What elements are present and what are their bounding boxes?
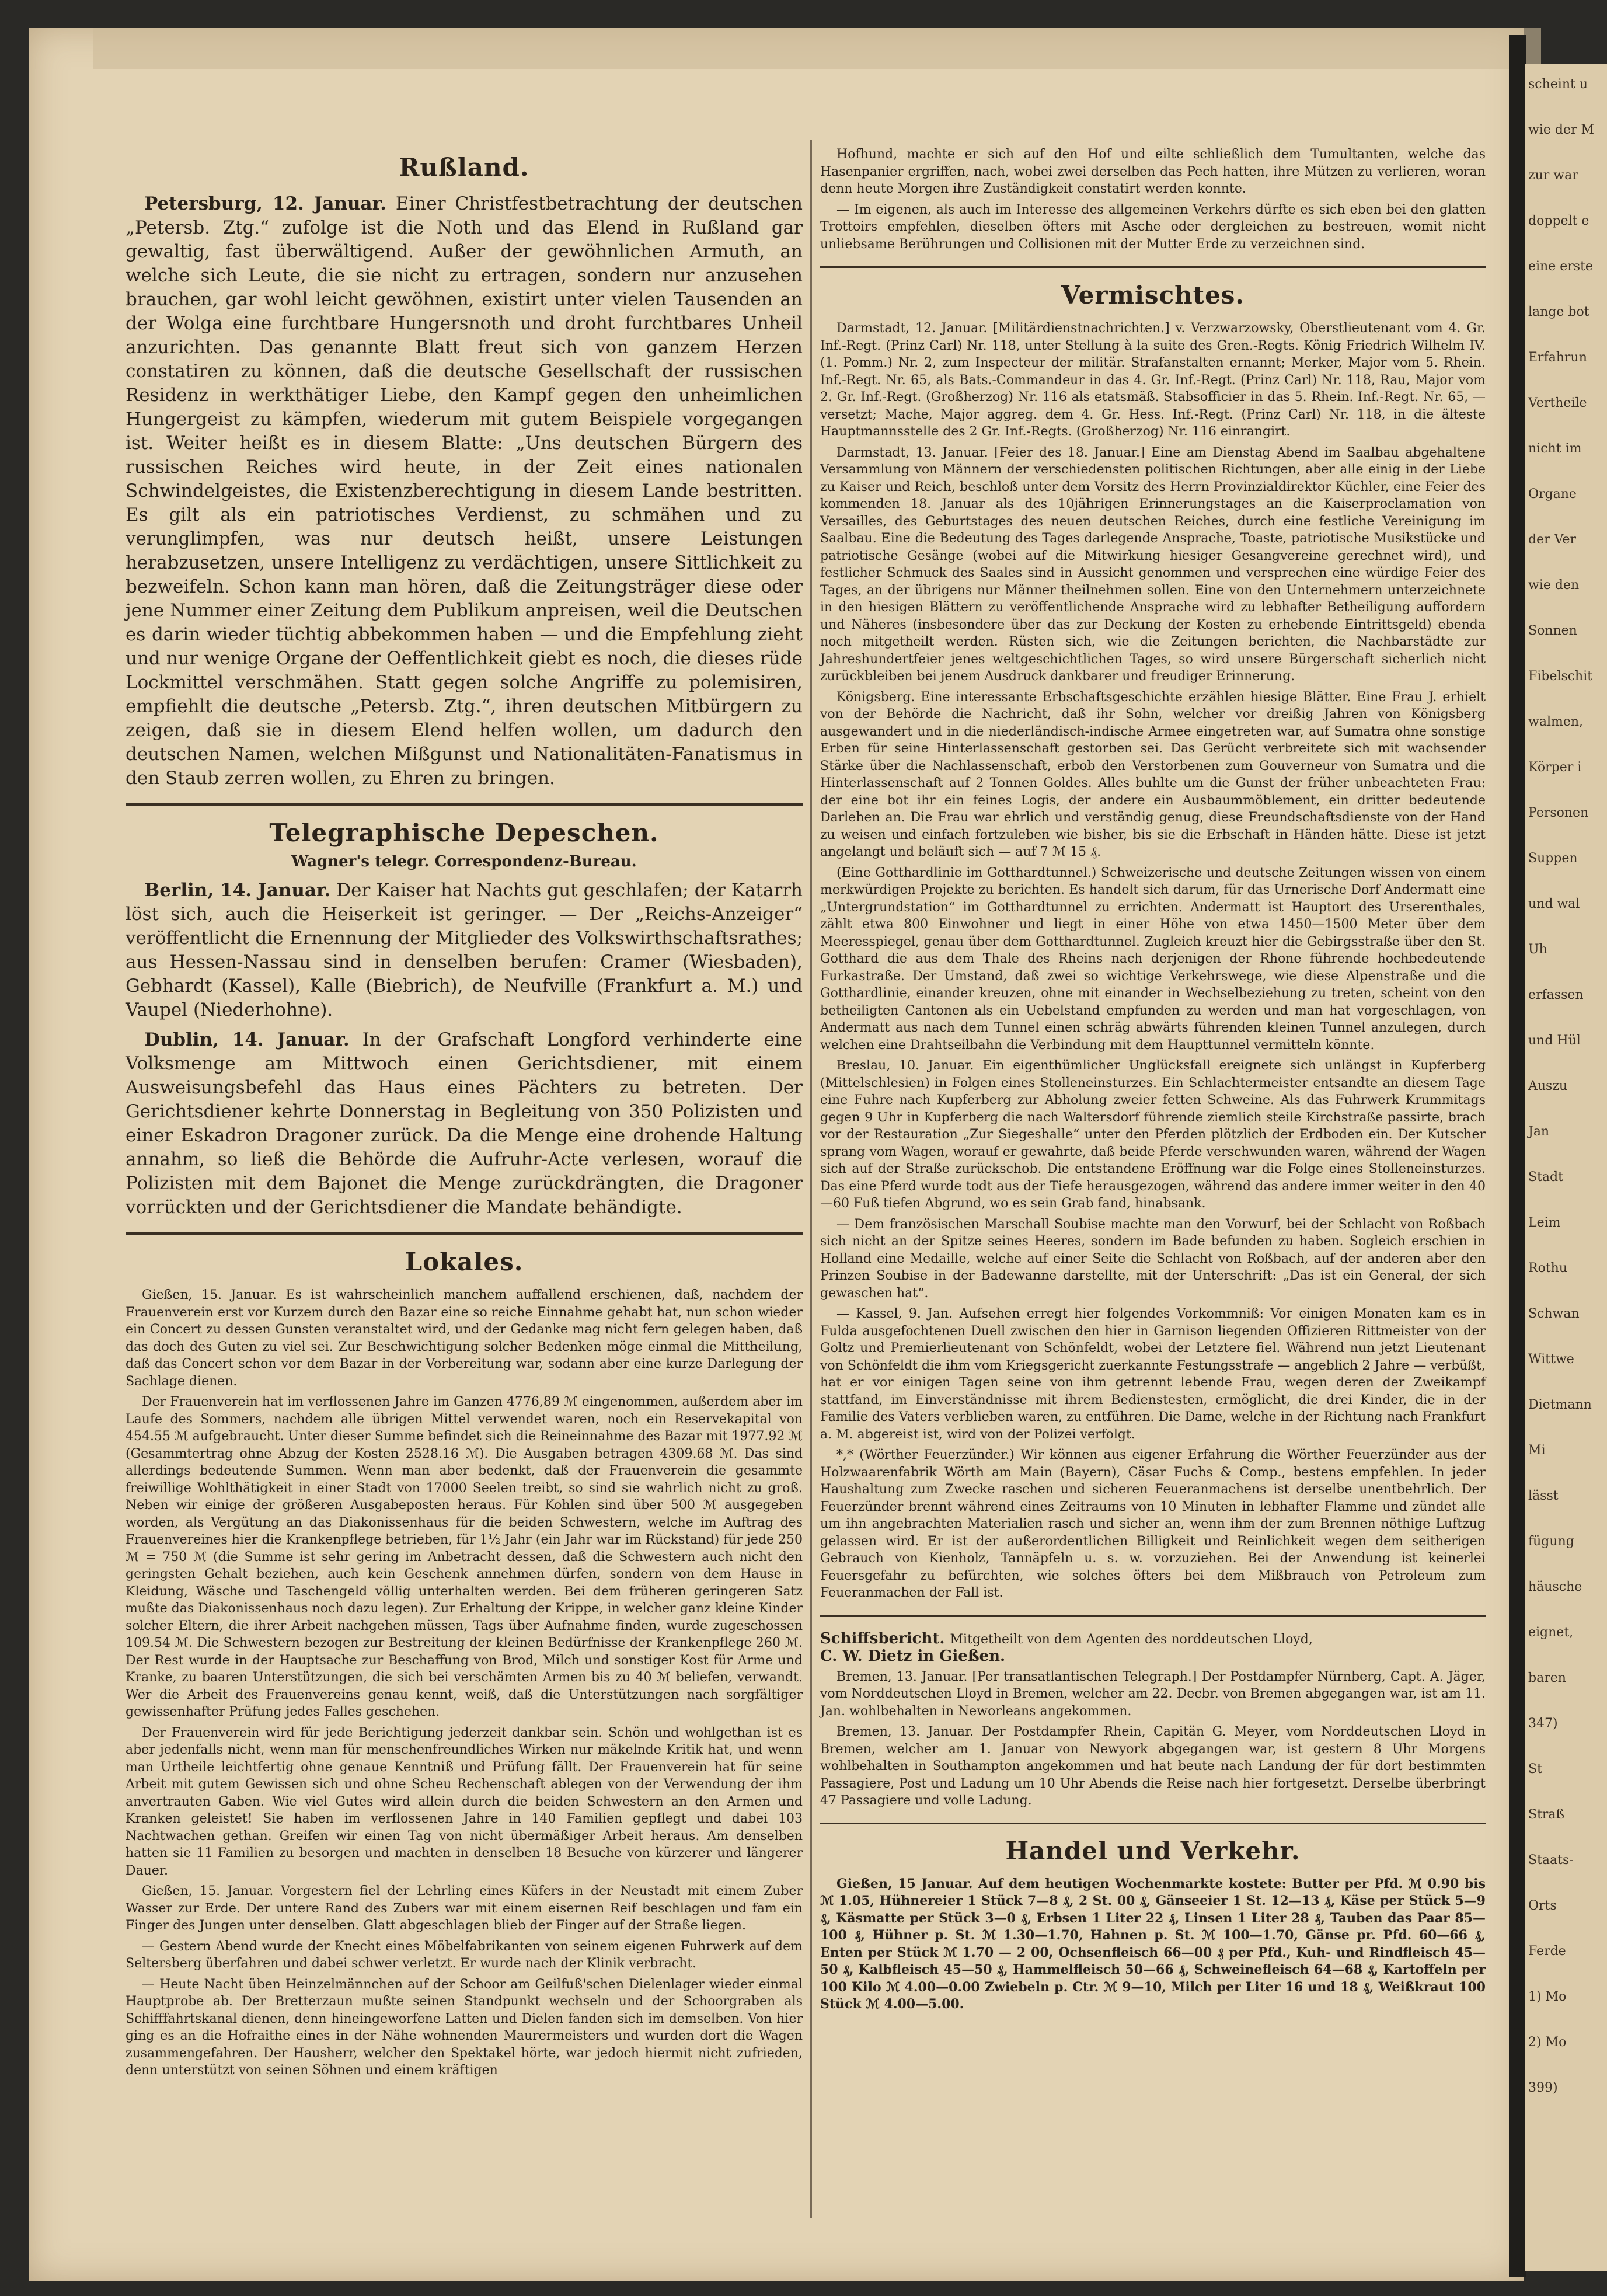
adjacent-page-line: walmen,	[1528, 715, 1584, 729]
adjacent-page-line: eine erste	[1528, 259, 1593, 274]
local-paragraph: Der Frauenverein hat im verflossenen Jahre im Ganzen 4776,89 ℳ eingenommen, außerdem aber im Laufe des Sommers, nachdem alle übrigen Mittel verwendet waren, noch ein Reservekapital von 454.55 ℳ aufgebraucht. Unter dieser Summe befindet sich die Reineinnahme des Bazar mit 1977.92 ℳ (Gesammtertrag ohne Abzug der Kosten 2528.16 ℳ). Die Ausgaben betragen 4309.68 ℳ. Das sind allerdings bedeutende Summen. Wenn man aber bedenkt, daß der Frauenverein die gesammte freiwillige Wohlthätigkeit in einer Stadt von 17000 Seelen treibt, so sind sie wahrlich nicht zu groß. Neben wir einige der größeren Ausgabeposten heraus. Für Kohlen sind über 500 ℳ ausgegeben worden, als Vergütung an das Diakonissenhaus für die beiden Schwestern, welche im Auftrag des Frauenvereines hier die Krankenpflege betrieben, für 1½ Jahr (ein Jahr war im Rückstand) für jede 250 ℳ = 750 ℳ (die Summe ist sehr gering im Anbetracht dessen, daß die Schwestern auch nicht den geringsten Gehalt beziehen, auch kein Geschenk annehmen dürfen, sondern von dem Hause in Kleidung, Wäsche und Taschengeld völlig unterhalten werden. Bei dem früheren geringeren Satz mußte das Diakonissenhaus noch dazu legen). Zur Erhaltung der Krippe, in welcher ganz kleine Kinder solcher Eltern, die ihrer Arbeit nachgehen müssen, Tags über Aufnahme finden, wurde zugeschossen 109.54 ℳ. Die Schwestern bezogen zur Bestreitung der kleinen Bedürfnisse der Krankenpflege 260 ℳ. Der Rest wurde in der Hauptsache zur Beschaffung von Brod, Milch und sonstiger Kost für Arme und Kranke, zu baaren Unterstützungen, die sich bei verschämten Armen bis zu 40 ℳ beliefen, verwandt. Wer die Arbeit des Frauenvereins genau kennt, weiß, daß die Unterstützungen nach sorgfältiger gewissenhafter Prüfung jedes Falles geschehen.	[126, 1395, 803, 1719]
article-text: Einer Christfestbetrachtung der deutschen „Petersb. Ztg.“ zufolge ist die Noth und das Elend in Rußland gar gewaltig, fast überwältigend. Außer der gewöhnlichen Armuth, an welche sich Leute, die sie nicht zu ertragen, sondern nur anzusehen brauchen, gar wohl leicht gewöhnen, existirt unter vielen Tausenden an der Wolga eine furchtbare Hungersnoth und droht furchtbares Unheil anzurichten. Das genannte Blatt freut sich von ganzem Herzen constatiren zu können, daß die deutsche Gesellschaft der russischen Residenz in werkthätiger Liebe, den Kampf gegen den unheimlichen Hungergeist zu kämpfen, wiederum mit gutem Beispiele vorgegangen ist. Weiter heißt es in diesem Blatte: „Uns deutschen Bürgern des russischen Reiches wird heute, in der Zeit eines nationalen Schwindelgeistes, die Existenzberechtigung in diesem Lande bestritten. Es gilt als ein patriotisches Verdienst, zu schmähen und zu verunglimpfen, was nur deutsch heißt, unsere Leistungen herabzusetzen, unsere Intelligenz zu verdächtigen, unsere Sittlichkeit zu bezweifeln. Schon kann man hören, daß die Zeitungsträger diese oder jene Nummer einer Zeitung dem Publikum anpreisen, weil die Deutschen es darin wieder tüchtig abbekommen haben — und die Empfehlung zieht und nur wenige Organe der Oeffentlichkeit giebt es noch, die dieses rüde Lockmittel verschmähen. Statt gegen solche Angriffe zu polemisiren, empfiehlt die deutsche „Petersb. Ztg.“, ihren deutschen Mitbürgern zu zeigen, daß sie in diesem Elend helfen wollen, um dadurch den deutschen Namen, welchen Mißgunst und Nationalitäten-Fanatismus in den Staub zerren wollen, zu Ehren zu bringen.	[126, 193, 803, 789]
adjacent-page-line: Suppen	[1528, 851, 1578, 866]
adjacent-page-line: Fibelschit	[1528, 669, 1593, 684]
adjacent-page-line: Sonnen	[1528, 623, 1577, 638]
adjacent-page-line: 399)	[1528, 2081, 1558, 2095]
adjacent-page-line: lange bot	[1528, 305, 1589, 319]
misc-paragraph: Breslau, 10. Januar. Ein eigenthümlicher Unglücksfall ereignete sich unlängst in Kupferberg (Mittelschlesien) in Folgen eines Stolleneinsturzes. Ein Schlachtermeister entsandte an diesem Tage eine Fuhre nach Kupferberg zur Abholung zweier fetten Schweine. Als das Fuhrwerk Krummitags gegen 9 Uhr in Kupferberg die nach Waltersdorf führende ziemlich steile Kirchstraße passirte, brach vor der Restauration „Zur Siegeshalle“ unter den Pferden plötzlich der Erdboden ein. Der Kutscher sprang vom Wagen, worauf er gewahrte, daß beide Pferde verschwunden waren, während der Wagen sich auf der Straße zurückschob. Die entstandene Eröffnung war die Folge eines Stolleneinsturzes. Das eine Pferd wurde todt aus der Tiefe herausgezogen, während das andere immer weiter in den 40—60 Fuß tiefen Abgrund, wo es sein Grab fand, hinabsank.	[820, 1058, 1486, 1211]
adjacent-page-line: eignet,	[1528, 1625, 1574, 1640]
adjacent-page-line: der Ver	[1528, 532, 1577, 547]
adjacent-page-line: scheint u	[1528, 77, 1588, 92]
shipping-header	[820, 1630, 1486, 1665]
adjacent-page-line: Orts	[1528, 1898, 1557, 1913]
adjacent-page-line: fügung	[1528, 1534, 1574, 1549]
adjacent-page-line: St	[1528, 1762, 1542, 1776]
book-gutter	[1509, 35, 1526, 2277]
adjacent-page-line: Jan	[1528, 1124, 1550, 1139]
adjacent-page-line: Wittwe	[1528, 1352, 1574, 1367]
page-top-edge	[93, 28, 1541, 69]
misc-paragraph: (Eine Gotthardlinie im Gotthardtunnel.) Schweizerische und deutsche Zeitungen wissen von einem merkwürdigen Projekte zu berichten. Es handelt sich darum, für das Urnerische Dorf Andermatt eine „Untergrundstation“ im Gotthardtunnel zu errichten. Andermatt ist Hauptort des Urserenthales, zählt etwa 800 Einwohner und liegt in einer Höhe von etwa 1450—1500 Meter über dem Meeresspiegel, genau über dem Gotthardtunnel. Zugleich kreuzt hier die Gebirgsstraße über den St. Gotthard die aus dem Thale des Rheins nach derjenigen der Rhone führende hochbedeutende Furkastraße. Der Umstand, daß zwei so wichtige Verkehrswege, wie diese Alpenstraße und die Gotthardlinie, einander kreuzen, ohne mit einander in Wechselbeziehung zu treten, scheint von den betheiligten Cantonen als ein Uebelstand empfunden zu werden und man hat vorgeschlagen, von Andermatt aus nach dem Tunnel einen schräg abwärts führenden kleinen Tunnel anzulegen, durch welchen eine Drahtseilbahn die Verbindung mit dem Haupttunnel vermitteln könnte.	[820, 865, 1486, 1053]
adjacent-page-line: Uh	[1528, 942, 1547, 957]
local-paragraph: Gießen, 15. Januar. Es ist wahrscheinlich manchem auffallend erschienen, daß, nachdem der Frauenverein erst vor Kurzem durch den Bazar eine so reiche Einnahme gehabt hat, nun schon wieder ein Concert zu dessen Gunsten veranstaltet wird, und der Gedanke mag nicht fern gelegen haben, daß das doch des Guten zu viel sei. Zur Beschwichtigung solcher Bedenken möge einmal die Mittheilung, daß das Concert schon vor dem Bazar in der Vorbereitung war, sodann aber eine kurze Darlegung der Sachlage dienen.	[126, 1288, 803, 1389]
adjacent-page-line: 2) Mo	[1528, 2035, 1567, 2050]
dateline: Berlin, 14. Januar.	[144, 880, 331, 901]
telegram-text: In der Grafschaft Longford verhinderte eine Volksmenge am Mittwoch einen Gerichtsdiener, mit einem Ausweisungsbefehl das Haus eines Pächters zu betreten. Der Gerichtsdiener kehrte Donnerstag in Begleitung von 350 Polizisten und einer Eskadron Dragoner zurück. Da die Menge eine drohende Haltung annahm, so ließ die Behörde die Aufruhr-Acte verlesen, worauf die Polizisten mit dem Bajonet die Menge zurückdrängten, die Dragoner vorrückten und der Gerichtsdiener die Mandate behändigte.	[126, 1029, 803, 1218]
adjacent-page-line: Auszu	[1528, 1079, 1568, 1093]
section-title-vermischtes: Vermischtes.	[1061, 281, 1245, 309]
local-continuation: Hofhund, machte er sich auf den Hof und eilte schließlich dem Tumultanten, welche das Hasenpanier ergriffen, nach, wobei zwei derselben das Pech hatten, ihre Mützen zu verlieren, woran denn heute Morgen ihre Zuständigkeit constatirt werden konnte.	[820, 147, 1486, 196]
section-subtitle-telegraph: Wagner's telegr. Correspondenz-Bureau.	[291, 853, 637, 870]
adjacent-page-line: Schwan	[1528, 1306, 1580, 1321]
adjacent-page-line: 1) Mo	[1528, 1990, 1567, 2004]
adjacent-page-line: zur war	[1528, 168, 1578, 183]
shipping-report: Bremen, 13. Januar. [Per transatlantischen Telegraph.] Der Postdampfer Nürnberg, Capt. A. Jäger, vom Norddeutschen Lloyd in Bremen, welcher am 22. Decbr. von Bremen abgegangen war, ist am 11. Jan. wohlbehalten in Neworleans angekommen.	[820, 1669, 1486, 1719]
adjacent-page-line: und wal	[1528, 897, 1580, 911]
adjacent-page-line: 347)	[1528, 1716, 1558, 1731]
adjacent-page-text	[1525, 64, 1607, 2137]
adjacent-page-line: Staats-	[1528, 1853, 1574, 1868]
adjacent-page-line: wie der M	[1528, 123, 1595, 137]
column-divider	[810, 140, 812, 2218]
telegram-text: Der Kaiser hat Nachts gut geschlafen; der Katarrh löst sich, auch die Heiserkeit ist geringer. — Der „Reichs-Anzeiger“ veröffentlicht die Ernennung der Mitglieder des Volkswirthschaftsrathes; aus Hessen-Nassau sind in denselben berufen: Cramer (Wiesbaden), Gebhardt (Kassel), Kalle (Biebrich), de Neufville (Frankfurt a. M.) und Vaupel (Niederhohne).	[126, 880, 803, 1020]
misc-paragraph: *,* (Wörther Feuerzünder.) Wir können aus eigener Erfahrung die Wörther Feuerzünder aus der Holzwaarenfabrik Wörth am Main (Bayern), Cäsar Fuchs & Comp., bestens empfehlen. In jeder Haushaltung zum Zwecke raschen und sicheren Feueranmachens ist derselbe unentbehrlich. Der Feuerzünder brennt während eines Zeitraums von 10 Minuten in lebhafter Flamme und zündet alle um ihn angebrachten Materialien rasch und sicher an, wenn ihm der zum Brennen nöthige Luftzug gelassen wird. Er ist der außerordentlichen Billigkeit und Reinlichkeit wegen dem seitherigen Gebrauch von Kienholz, Tannäpfeln u. s. w. vorzuziehen. Bei der Anwendung ist keinerlei Feuersgefahr zu befürchten, wie solches öfters bei dem Mißbrauch von Petroleum zum Feueranmachen der Fall ist.	[820, 1448, 1486, 1600]
adjacent-page-line: Rothu	[1528, 1261, 1567, 1276]
left-column	[126, 146, 803, 2083]
adjacent-page-line: Straß	[1528, 1807, 1565, 1822]
dateline: Petersburg, 12. Januar.	[144, 193, 386, 214]
adjacent-page-line: wie den	[1528, 578, 1580, 593]
local-continuation: — Im eigenen, als auch im Interesse des allgemeinen Verkehrs dürfte es sich eben bei den glatten Trottoirs empfehlen, dieselben öfters mit Asche oder dergleichen zu bestreuen, womit nicht unliebsame Berührungen und Collisionen mit der Mutter Erde zu verzeichnen sind.	[820, 202, 1486, 252]
section-rule	[820, 266, 1486, 268]
telegram-berlin	[126, 879, 803, 1022]
misc-paragraph: — Kassel, 9. Jan. Aufsehen erregt hier folgendes Vorkommniß: Vor einigen Monaten kam es in Fulda ausgefochtenen Duell zwischen den hier in Garnison liegenden Offizieren Rittmeister von der Goltz und Premierlieutenant von Schönfeldt, wobei der Letztere fiel. Während nun jetzt Lieutenant von Schönfeldt die ihm vom Kriegsgericht zuerkannte Festungsstrafe — angeblich 2 Jahre — verbüßt, hat er vor einigen Tagen seine von ihm getrennt lebende Frau, wegen deren der Zweikampf stattfand, im Einverständnisse mit ihrem Bedienstesten, ermöglicht, die drei Kinder, die in der Familie des Vaters verblieben waren, zu entführen. Die Dame, welche in der Richtung nach Frankfurt a. M. abgereist ist, wird von der Polizei verfolgt.	[820, 1306, 1486, 1442]
adjacent-page-fragment	[1525, 64, 1607, 2271]
adjacent-page-line: Dietmann	[1528, 1398, 1592, 1412]
misc-paragraph: Königsberg. Eine interessante Erbschaftsgeschichte erzählen hiesige Blätter. Eine Frau J. erhielt von der Behörde die Nachricht, daß ihr Sohn, welcher vor dreißig Jahren von Königsberg ausgewandert und in die niederländisch-indische Armee eingetreten war, auf Sumatra ohne sonstige Erben für seine Hinterlassenschaft gestorben sei. Das Gerücht verbreitete sich mit wachsender Stärke über die Nachlassenschaft, erbob den Verstorbenen zum Gouverneur von Sumatra und die Hinterlassenschaft auf 2 Tonnen Goldes. Alles buhlte um die Gunst der früher unbeachteten Frau: der eine bot ihr ein feines Logis, der andere ein Ausbaummöblement, ein dritter bedeutende Darlehen an. Die Frau war ehrlich und verständig genug, diese Freundschaftsdienste von der Hand zu weisen und einfach fortzuleben wie bisher, bis sie die Erbschaft in Händen hätte. Diese ist jetzt angelangt und beläuft sich — auf 7 ℳ 15 ₰.	[820, 689, 1486, 859]
right-column	[820, 146, 1486, 2017]
article-russland	[126, 192, 803, 790]
local-paragraph: Der Frauenverein wird für jede Berichtigung jederzeit dankbar sein. Schön und wohlgethan ist es aber jedenfalls nicht, wenn man für menschenfreundliches Wirken nur mäkelnde Kritik hat, und wenn man Urtheile leichtfertig ohne genaue Kenntniß und Prüfung fällt. Der Frauenverein hat für seine Arbeit mit gutem Gewissen sich und ohne Scheu Rechenschaft ablegen von der Verwendung der ihm anvertrauten Gaben. Wie viel Gutes wird allein durch die beiden Schwestern an den Armen und Kranken geleistet! Sie haben im verflossenen Jahre in 140 Familien gepflegt und dabei 103 Nachtwachen gethan. Greifen wir einen Tag von nicht übermäßiger Arbeit heraus. Am denselben hatten sie 11 Familien zu besorgen und machten in denselben 18 Besuche von kürzerer und längerer Dauer.	[126, 1725, 803, 1878]
shipping-report: Bremen, 13. Januar. Der Postdampfer Rhein, Capitän G. Meyer, vom Norddeutschen Lloyd in Bremen, welcher am 1. Januar von Newyork abgegangen war, ist gestern 8 Uhr Morgens wohlbehalten in Southampton angekommen und hat beute nach Landung der für dort bestimmten Passagiere, Post und Ladung um 10 Uhr Abends die Reise nach hier fortgesetzt. Derselbe überbringt 47 Passagiere und volle Ladung.	[820, 1724, 1486, 1808]
section-title-handel: Handel und Verkehr.	[1005, 1836, 1301, 1865]
adjacent-page-line: Körper i	[1528, 760, 1582, 775]
section-title-telegraph: Telegraphische Depeschen.	[269, 818, 659, 847]
dateline: Dublin, 14. Januar.	[144, 1029, 350, 1050]
misc-paragraph: Darmstadt, 13. Januar. [Feier des 18. Januar.] Eine am Dienstag Abend im Saalbau abgehaltene Versammlung von Männern der verschiedensten politischen Richtungen, aber alle einig in der Liebe zu Kaiser und Reich, beschloß unter dem Vorsitz des Herrn Provinzialdirektor Küchler, eine Feier des kommenden 18. Januar als des 10jährigen Erinnerungstages an die Kaiserproclamation von Versailles, des Geburtstages des neuen deutschen Reiches, durch eine festliche Vereinigung im Saalbau. Eine die Bedeutung des Tages darlegende Ansprache, Toaste, patriotische Musikstücke und patriotische Gesänge (wobei auf die Mitwirkung hiesiger Gesangvereine gerechnet wird), und festlicher Schmuck des Saales sind in Aussicht genommen und versprechen eine würdige Feier des Tages, an der übrigens nur Männer theilnehmen sollen. Eine von den Unternehmern unterzeichnete in den hiesigen Blättern zu veröffentlichende Ansprache wird zu lebhafter Betheiligung auffordern und Näheres (insbesondere über das zur Deckung der Kosten zu erhebende Eintrittsgeld) ebenda noch mitgetheilt werden. Rüsten sich, wie die Zeitungen berichten, die Nachbarstädte zur Jahreshundertfeier jenes weltgeschichtlichen Tages, so wird unsere Bürgerschaft sicherlich nicht zurückbleiben bei jenem Ausdruck dankbarer und freudiger Erinnerung.	[820, 445, 1486, 684]
adjacent-page-line: häusche	[1528, 1580, 1582, 1594]
section-rule	[820, 1615, 1486, 1617]
adjacent-page-line: doppelt e	[1528, 214, 1589, 228]
adjacent-page-line: lässt	[1528, 1489, 1559, 1503]
adjacent-page-line: erfassen	[1528, 988, 1584, 1002]
section-rule	[820, 1823, 1486, 1824]
adjacent-page-line: und Hül	[1528, 1033, 1581, 1048]
telegram-dublin	[126, 1028, 803, 1220]
adjacent-page-line: Mi	[1528, 1443, 1546, 1458]
misc-paragraph: Darmstadt, 12. Januar. [Militärdienstnachrichten.] v. Verzwarzowsky, Oberstlieutenant vom 4. Gr. Inf.-Regt. (Prinz Carl) Nr. 118, unter Stellung à la suite des Gren.-Regts. König Friedrich Wilhelm IV. (1. Pomm.) Nr. 2, zum Inspecteur der militär. Strafanstalten ernannt; Merker, Major vom 5. Rhein. Inf.-Regt. Nr. 65, als Bats.-Commandeur in das 4. Gr. Inf.-Regt. (Prinz Carl) Nr. 118, Rau, Major vom 2. Gr. Inf.-Regt. (Großherzog) Nr. 116 als etatsmäß. Stabsofficier in das 5. Rhein. Inf.-Regt. Nr. 65, — versetzt; Mache, Major aggreg. dem 4. Gr. Hess. Inf.-Regt. (Prinz Carl) Nr. 118, in die älteste Hauptmannsstelle des 2 Gr. Inf.-Regts. (Großherzog) Nr. 116 einrangirt.	[820, 321, 1486, 439]
adjacent-page-line: Leim	[1528, 1215, 1561, 1230]
shipping-intro: Mitgetheilt von dem Agenten des norddeutschen Lloyd,	[950, 1632, 1313, 1647]
adjacent-page-line: baren	[1528, 1671, 1566, 1685]
section-rule	[126, 1232, 803, 1235]
adjacent-page-line: nicht im	[1528, 441, 1582, 456]
market-report: Gießen, 15 Januar. Auf dem heutigen Wochenmarkte kostete: Butter per Pfd. ℳ 0.90 bis ℳ 1.05, Hühnereier 1 Stück 7—8 ₰, 2 St. 00 ₰, Gänseeier 1 St. 12—13 ₰, Käse per Stück 5—9 ₰, Käsmatte per Stück 3—0 ₰, Erbsen 1 Liter 22 ₰, Linsen 1 Liter 28 ₰, Tauben das Paar 85—100 ₰, Hühner p. St. ℳ 1.30—1.70, Hahnen p. St. ℳ 100—1.70, Gänse pr. Pfd. 60—66 ₰, Enten per Stück ℳ 1.70 — 2 00, Ochsenfleisch 66—00 ₰ per Pfd., Kuh- und Rindfleisch 45—50 ₰, Kalbfleisch 45—50 ₰, Hammelfleisch 50—66 ₰, Schweinefleisch 64—68 ₰, Kartoffeln per 100 Kilo ℳ 4.00—0.00 Zwiebeln p. Ctr. ℳ 9—10, Milch per Liter 16 und 18 ₰, Weißkraut 100 Stück ℳ 4.00—5.00.	[820, 1876, 1486, 2012]
section-title-russland: Rußland.	[399, 153, 529, 182]
misc-paragraph: — Dem französischen Marschall Soubise machte man den Vorwurf, bei der Schlacht von Roßbach sich nicht an der Spitze seines Heeres, sondern im Bade befunden zu haben. Sogleich erschien in Holland eine Medaille, welche auf einer Seite die Schlacht von Roßbach, auf der anderen aber den Prinzen Soubise in der Badewanne darstellte, mit der Unterschrift: „Das ist ein General, der sich gewaschen hat“.	[820, 1217, 1486, 1301]
adjacent-page-line: Stadt	[1528, 1170, 1563, 1184]
adjacent-page-line: Vertheile	[1528, 396, 1587, 410]
adjacent-page-line: Personen	[1528, 806, 1589, 820]
adjacent-page-line: Erfahrun	[1528, 350, 1587, 365]
shipping-agent: C. W. Dietz in Gießen.	[820, 1647, 1006, 1665]
shipping-title: Schiffsbericht.	[820, 1629, 945, 1647]
local-paragraph: — Heute Nacht üben Heinzelmännchen auf der Schoor am Geilfuß'schen Dielenlager wieder einmal Hauptprobe ab. Der Bretterzaun mußte seinen Standpunkt wechseln und der Schoorgraben als Schifffahrtskanal dienen, denn hineingeworfene Latten und Dielen fanden sich im demselben. Von hier ging es an die Hofraithe eines in der Nähe wohnenden Maurermeisters und wurden dort die Wagen zusammengefahren. Der Hausherr, welcher den Spektakel hörte, war jedoch hiermit nicht zufrieden, denn unterstützt von seinen Söhnen und einem kräftigen	[126, 1977, 803, 2078]
adjacent-page-line: Organe	[1528, 487, 1577, 501]
section-rule	[126, 803, 803, 806]
local-paragraph: Gießen, 15. Januar. Vorgestern fiel der Lehrling eines Küfers in der Neustadt mit einem Zuber Wasser zur Erde. Der untere Rand des Zubers war mit einem eisernen Reif beschlagen und fam ein Finger des Jungen unter denselben. Glatt abgeschlagen blieb der Finger auf der Straße liegen.	[126, 1884, 803, 1933]
local-paragraph: — Gestern Abend wurde der Knecht eines Möbelfabrikanten von seinem eigenen Fuhrwerk auf dem Seltersberg überfahren und dabei schwer verletzt. Er wurde nach der Klinik verbracht.	[126, 1939, 803, 1971]
section-title-lokales: Lokales.	[405, 1248, 524, 1276]
adjacent-page-line: Ferde	[1528, 1944, 1566, 1959]
